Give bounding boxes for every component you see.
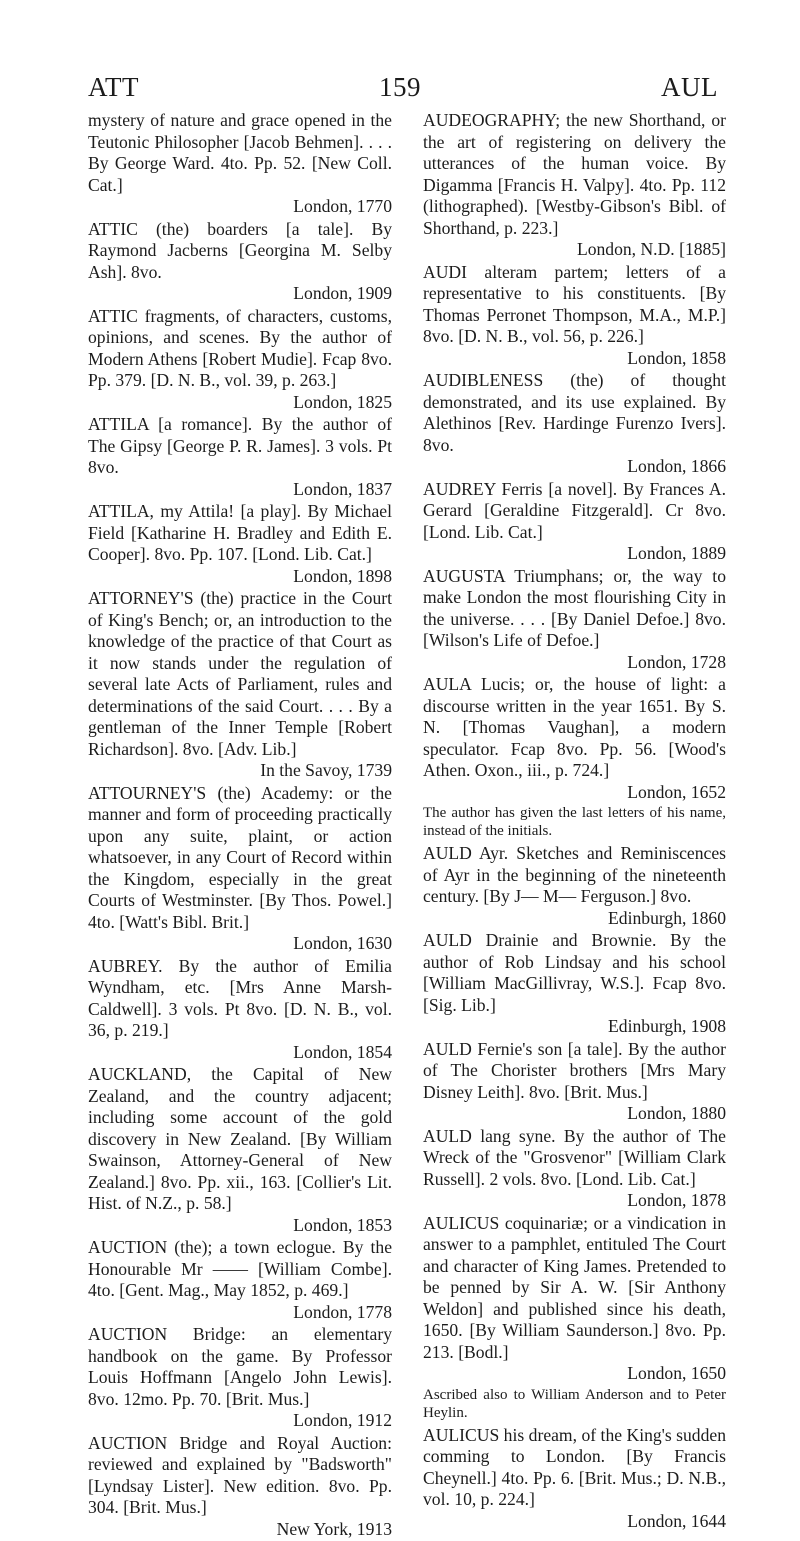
bibliography-entry: AUGUSTA Triumphans; or, the way to make London the most flourishing City in the universe. . . . [By Daniel Defoe.] 8vo. [Wilson's Life of Defoe.] London, 1728 xyxy=(423,565,726,672)
imprint: London, 1889 xyxy=(627,543,726,563)
bibliography-entry: AUDI alteram partem; letters of a representative to his constituents. [By Thomas Perronet Thompson, M.A., M.P.] 8vo. [D. N. B., vol. 56, p. 226.] London, 1858 xyxy=(423,261,726,368)
imprint: New York, 1913 xyxy=(276,1518,392,1539)
bibliography-entry: AUBREY. By the author of Emilia Wyndham, etc. [Mrs Anne Marsh-Caldwell]. 3 vols. Pt 8vo. [D. N. B., vol. 36, p. 219.] London, 1854 xyxy=(88,955,392,1062)
imprint: London, 1825 xyxy=(293,391,392,412)
bibliography-entry: ATTIC fragments, of characters, customs, opinions, and scenes. By the author of Modern Athens [Robert Mudie]. Fcap 8vo. Pp. 379. [D. N. B., vol. 39, p. 263.] London, 1825 xyxy=(88,305,392,412)
imprint: London, 1912 xyxy=(293,1410,392,1430)
imprint: London, 1878 xyxy=(627,1190,726,1210)
page-number: 159 xyxy=(379,72,421,102)
imprint: London, 1858 xyxy=(627,347,726,368)
bibliography-entry: AUDREY Ferris [a novel]. By Frances A. Gerard [Geraldine Fitzgerald]. Cr 8vo. [Lond. Lib. Cat.] London, 1889 xyxy=(423,478,726,563)
bibliography-entry: AULD lang syne. By the author of The Wreck of the "Grosvenor" [William Clark Russell]. 2 vols. 8vo. [Lond. Lib. Cat.] London, 1878 xyxy=(423,1125,726,1210)
imprint: London, 1898 xyxy=(293,565,392,586)
imprint: London, 1770 xyxy=(293,196,392,216)
bibliography-entry: ATTILA, my Attila! [a play]. By Michael Field [Katharine H. Bradley and Edith E. Cooper]. 8vo. Pp. 107. [Lond. Lib. Cat.] London, 1898 xyxy=(88,501,392,586)
imprint: London, 1853 xyxy=(293,1214,392,1235)
imprint: London, 1854 xyxy=(293,1041,392,1062)
left-column xyxy=(88,110,392,1541)
header-right: AUL xyxy=(661,72,718,102)
imprint: London, 1728 xyxy=(627,651,726,672)
bibliography-entry: AUCTION Bridge and Royal Auction: reviewed and explained by "Badsworth" [Lyndsay Lister]. New edition. 8vo. Pp. 304. [Brit. Mus.] New York, 1913 xyxy=(88,1432,392,1539)
bibliography-entry: AUDIBLENESS (the) of thought demonstrated, and its use explained. By Alethinos [Rev. Hardinge Furenzo Ivers]. 8vo. London, 1866 xyxy=(423,370,726,476)
bibliography-entry: AULICUS coquinariæ; or a vindication in answer to a pamphlet, entituled The Court and character of King James. Pretended to be penned by Sir A. W. [Sir Anthony Weldon] and published since his death, 1650. [By William Saunderson.] 8vo. Pp. 213. [Bodl.] London, 1650 xyxy=(423,1212,726,1383)
imprint: London, 1630 xyxy=(293,933,392,953)
imprint: London, N.D. [1885] xyxy=(576,239,726,259)
bibliography-entry: ATTORNEY'S (the) practice in the Court of King's Bench; or, an introduction to the knowledge of the practice of that Court as it now stands under the regulation of several late Acts of Parliament, rules and determinations of the said Court. . . . By a gentleman of the Inner Temple [Robert Richardson]. 8vo. [Adv. Lib.] In the Savoy, 1739 xyxy=(88,588,392,780)
bibliography-entry: AULICUS his dream, of the King's sudden comming to London. [By Francis Cheynell.] 4to. Pp. 6. [Brit. Mus.; D. N.B., vol. 10, p. 224.] London, 1644 xyxy=(423,1424,726,1531)
bibliography-entry: AULD Drainie and Brownie. By the author of Rob Lindsay and his school [William MacGillivray, W.S.]. Fcap 8vo. [Sig. Lib.] Edinburgh, 1908 xyxy=(423,930,726,1036)
imprint: London, 1650 xyxy=(627,1363,726,1383)
imprint: Edinburgh, 1860 xyxy=(608,907,726,928)
footnote: Ascribed also to William Anderson and to Peter Heylin. xyxy=(423,1386,726,1421)
imprint: In the Savoy, 1739 xyxy=(260,760,392,780)
bibliography-entry: mystery of nature and grace opened in the Teutonic Philosopher [Jacob Behmen]. . . . By George Ward. 4to. Pp. 52. [New Coll. Cat.] London, 1770 xyxy=(88,110,392,216)
bibliography-entry: AUCTION (the); a town eclogue. By the Honourable Mr —— [William Combe]. 4to. [Gent. Mag., May 1852, p. 469.] London, 1778 xyxy=(88,1237,392,1322)
imprint: London, 1880 xyxy=(627,1103,726,1123)
bibliography-entry: AULD Fernie's son [a tale]. By the author of The Chorister brothers [Mrs Mary Disney Leith]. 8vo. [Brit. Mus.] London, 1880 xyxy=(423,1038,726,1123)
bibliography-entry: AUCKLAND, the Capital of New Zealand, and the country adjacent; including some account of the gold discovery in New Zealand. [By William Swainson, Attorney-General of New Zealand.] 8vo. Pp. xii., 163. [Collier's Lit. Hist. of N.Z., p. 58.] London, 1853 xyxy=(88,1064,392,1235)
bibliography-entry: ATTOURNEY'S (the) Academy: or the manner and form of proceeding practically upon any suite, plaint, or action whatsoever, in any Court of Record within the Kingdom, especially in the great Courts of Westminster. [By Thos. Powel.] 4to. [Watt's Bibl. Brit.] London, 1630 xyxy=(88,782,392,953)
imprint: London, 1652 xyxy=(627,781,726,802)
imprint: London, 1866 xyxy=(627,456,726,476)
right-column xyxy=(423,110,726,1533)
imprint: London, 1644 xyxy=(627,1510,726,1531)
running-header xyxy=(88,74,718,101)
bibliography-entry: AULA Lucis; or, the house of light: a discourse written in the year 1651. By S. N. [Thomas Vaughan], a modern speculator. Fcap 8vo. Pp. 56. [Wood's Athen. Oxon., iii., p. 724.] London, 1652 xyxy=(423,674,726,802)
bibliography-entry: ATTIC (the) boarders [a tale]. By Raymond Jacberns [Georgina M. Selby Ash]. 8vo. London, 1909 xyxy=(88,218,392,303)
bibliography-entry: ATTILA [a romance]. By the author of The Gipsy [George P. R. James]. 3 vols. Pt 8vo. London, 1837 xyxy=(88,414,392,499)
imprint: Edinburgh, 1908 xyxy=(608,1016,726,1036)
header-left: ATT xyxy=(88,72,139,102)
footnote: The author has given the last letters of his name, instead of the initials. xyxy=(423,805,726,839)
imprint: London, 1778 xyxy=(293,1301,392,1322)
imprint: London, 1909 xyxy=(293,283,392,303)
imprint: London, 1837 xyxy=(293,478,392,499)
bibliography-entry: AUDEOGRAPHY; the new Shorthand, or the art of registering on delivery the utterances of the human voice. By Digamma [Francis H. Valpy]. 4to. Pp. 112 (lithographed). [Westby-Gibson's Bibl. of Shorthand, p. 223.] London, N.D. [1885] xyxy=(423,110,726,259)
bibliography-entry: AULD Ayr. Sketches and Reminiscences of Ayr in the beginning of the nineteenth century. [By J— M— Ferguson.] 8vo. Edinburgh, 1860 xyxy=(423,843,726,928)
bibliography-entry: AUCTION Bridge: an elementary handbook on the game. By Professor Louis Hoffmann [Angelo John Lewis]. 8vo. 12mo. Pp. 70. [Brit. Mus.] London, 1912 xyxy=(88,1324,392,1430)
